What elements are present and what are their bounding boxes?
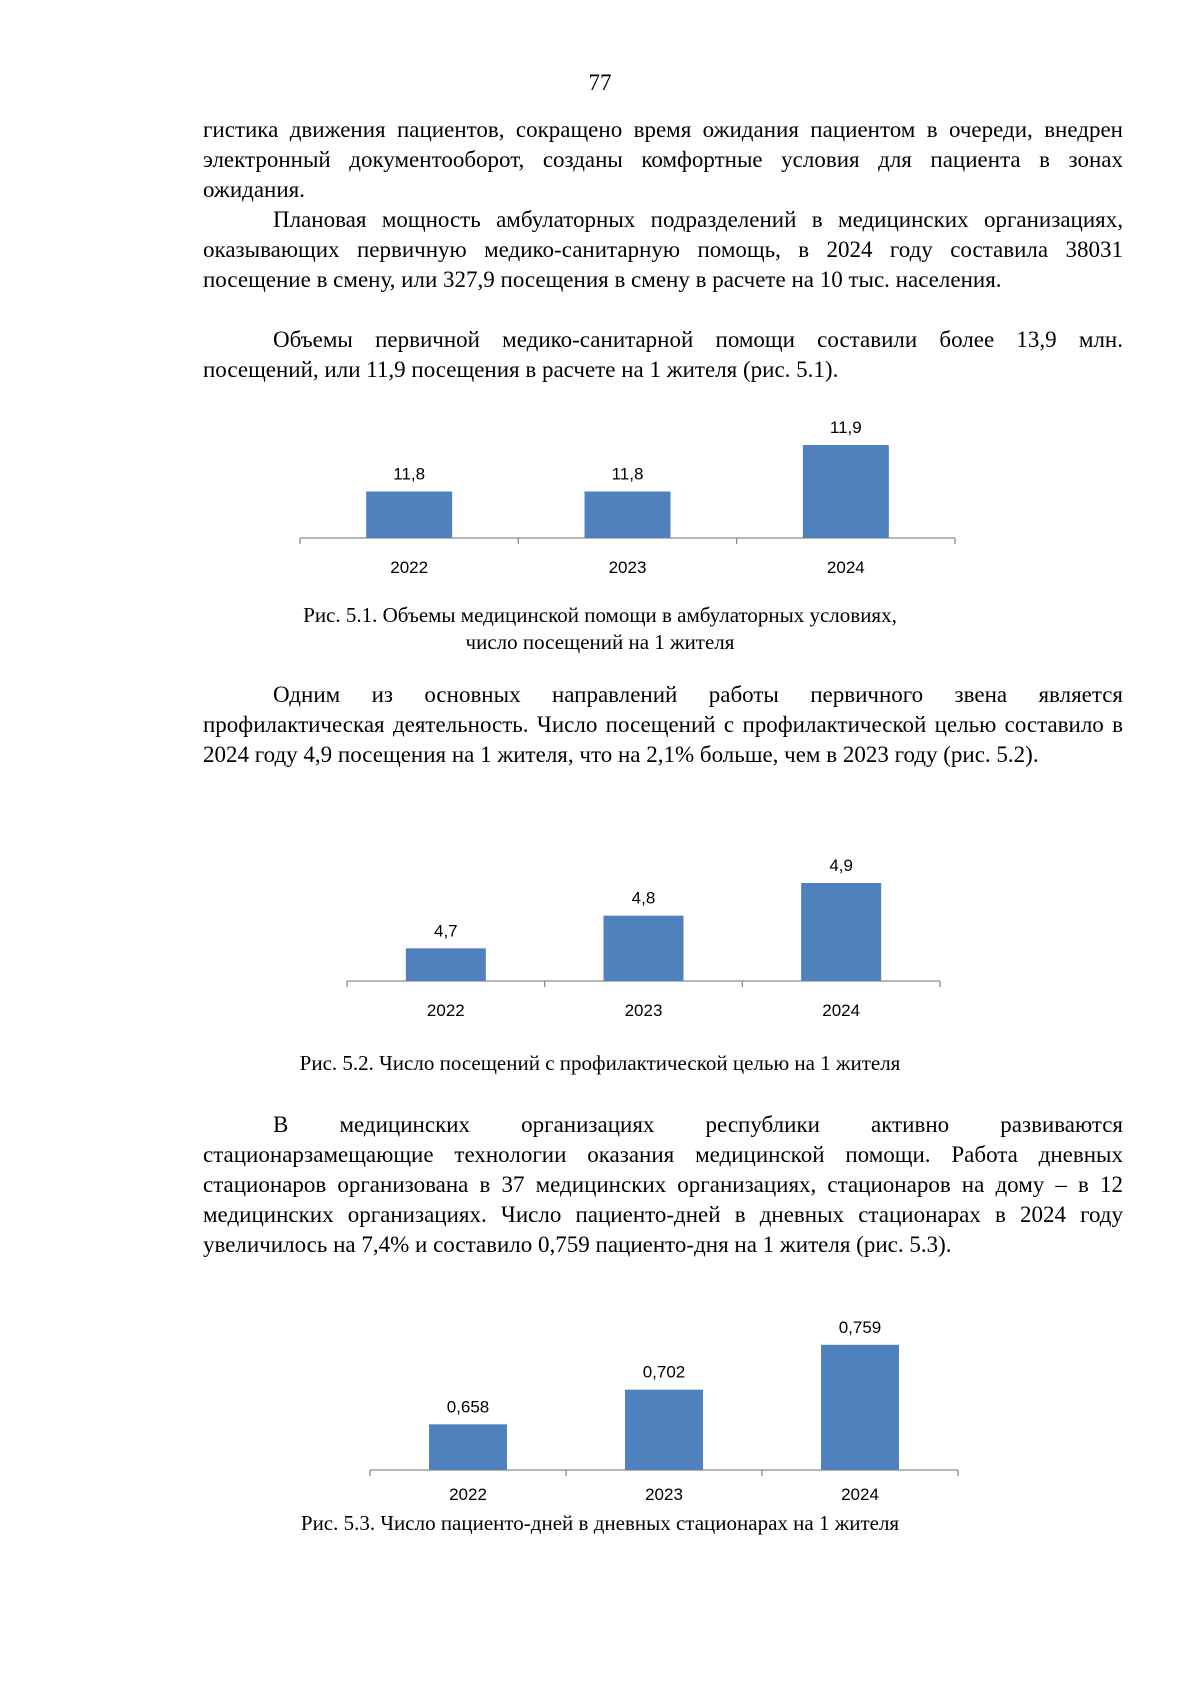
- category-label-2022: 2022: [426, 1001, 465, 1020]
- paragraph-3: Объемы первичной медико-санитарной помощи составили более 13,9 млн. посещений, или 11,9 посещения в расчете на 1 жителя (рис. 5.1).: [203, 327, 1123, 382]
- caption-5-3: Рис. 5.3. Число пациенто-дней в дневных стационарах на 1 жителя: [300, 1511, 900, 1535]
- caption-5-2: Рис. 5.2. Число посещений с профилактической целью на 1 жителя: [299, 1051, 901, 1075]
- chart-5-3: [0, 1305, 1200, 1505]
- bar-2024: [821, 1345, 899, 1470]
- paragraph-1: гистика движения пациентов, сокращено время ожидания пациентом в очереди, внедрен электронный документооборот, созданы комфортные условия для пациента в зонах ожидания.: [203, 117, 1123, 202]
- data-label-2024: 11,9: [829, 418, 862, 437]
- chart-5-1: [0, 400, 1200, 580]
- caption-5-1-line-2: число посещений на 1 жителя: [465, 630, 735, 654]
- category-label-2022: 2022: [390, 558, 429, 577]
- bar-2022: [429, 1424, 507, 1470]
- category-label-2024: 2024: [841, 1485, 879, 1504]
- data-label-2024: 0,759: [838, 1317, 882, 1337]
- paragraph-2: Плановая мощность амбулаторных подразделений в медицинских организациях, оказывающих первичную медико-санитарную помощь, в 2024 году составила 38031 посещение в смену, или 327,9 посещения в смену в расчете на 10 тыс. населения.: [203, 207, 1123, 292]
- data-label-2022: 4,7: [434, 921, 458, 941]
- bar-2023: [604, 916, 684, 981]
- data-label-2023: 0,702: [642, 1362, 686, 1382]
- data-label-2023: 4,8: [631, 888, 656, 908]
- page-number: 77: [588, 70, 612, 95]
- category-label-2022: 2022: [449, 1485, 487, 1504]
- bar-2022: [406, 948, 486, 981]
- bar-2022: [366, 492, 452, 539]
- category-label-2024: 2024: [826, 558, 865, 577]
- data-label-2023: 11,8: [611, 464, 644, 484]
- bar-2023: [625, 1390, 703, 1470]
- category-label-2023: 2023: [608, 558, 647, 577]
- caption-5-1-line-1: Рис. 5.1. Объемы медицинской помощи в амбулаторных условиях,: [303, 603, 897, 627]
- chart-5-2: [0, 840, 1200, 1020]
- data-label-2022: 0,658: [446, 1397, 490, 1417]
- bar-2023: [585, 492, 671, 539]
- category-label-2023: 2023: [645, 1485, 683, 1504]
- data-label-2024: 4,9: [829, 856, 853, 875]
- category-label-2023: 2023: [624, 1001, 663, 1020]
- category-label-2024: 2024: [822, 1001, 861, 1020]
- paragraph-5: В медицинских организациях республики активно развиваются стационарзамещающие технологии оказания медицинской помощи. Работа дневных стационаров организована в 37 медицинских организациях, стационаров на дому – в 12 медицинских организациях. Число пациенто-дней в дневных стационарах в 2024 году увеличилось на 7,4% и составило 0,759 пациенто-дня на 1 жителя (рис. 5.3).: [203, 1112, 1123, 1257]
- paragraph-4: Одним из основных направлений работы первичного звена является профилактическая деятельность. Число посещений с профилактической целью составило в 2024 году 4,9 посещения на 1 жителя, что на 2,1% больше, чем в 2023 году (рис. 5.2).: [203, 682, 1123, 767]
- bar-2024: [803, 445, 889, 538]
- bar-2024: [801, 883, 881, 981]
- data-label-2022: 11,8: [393, 464, 426, 484]
- caption-5-1: [0, 602, 1200, 656]
